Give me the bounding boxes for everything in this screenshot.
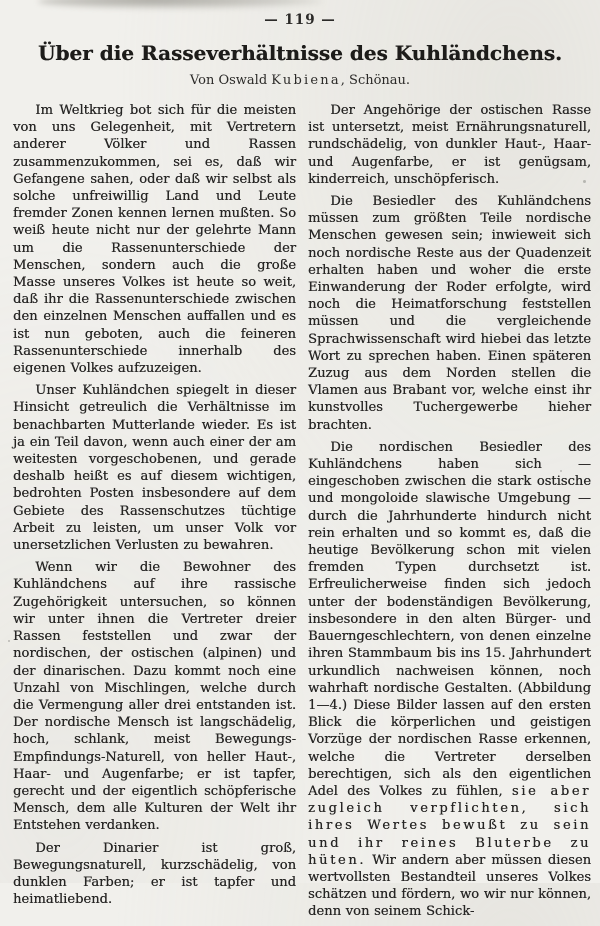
paragraph-besiedler: Die Besiedler des Kuhländchens müssen zum größten Teile nordische Menschen gewesen sein; inwieweit sich noch nordische Reste aus der Quadenzeit erhalten haben und woher die erste Einwanderung der Roder erfolgte, wird noch die Heimatforschung feststellen müssen und die vergleichende Sprachwissenschaft wird hiebei das letzte Wort zu sprechen haben. Einen späteren Zuzug aus dem Norden stellen die Vlamen aus Brabant vor, welche einst ihr kunstvolles Tuchergewerbe hieher brachten.	[308, 194, 591, 433]
right-column	[308, 102, 591, 926]
byline-suffix: , Schönau.	[340, 73, 411, 88]
page-number: — 119 —	[264, 12, 336, 28]
author-name: Kubiena	[271, 73, 341, 88]
byline	[0, 73, 600, 88]
article-title: Über die Rasseverhältnisse des Kuhländchens.	[37, 41, 562, 65]
left-column	[13, 102, 296, 926]
text-columns	[13, 102, 591, 926]
paragraph-drei-rassen: Wenn wir die Bewohner des Kuhländchens auf ihre rassische Zugehörigkeit untersuchen, so können wir unter ihnen die Vertreter dreier Rassen feststellen und zwar der nordischen, der ostischen (alpinen) und der dinarischen. Dazu kommt noch eine Unzahl von Mischlingen, welche durch die Vermengung aller drei entstanden ist. Der nordische Mensch ist langschädelig, hoch, schlank, meist Bewegungs-Empfindungs-Naturell, von heller Haut-, Haar- und Augenfarbe; er ist tapfer, gerecht und der eigentlich schöpferische Mensch, dem alle Kulturen der Welt ihr Entstehen verdanken.	[13, 560, 296, 834]
scan-artifact-smudge	[38, 0, 323, 9]
paragraph-ostische-rasse: Der Angehörige der ostischen Rasse ist untersetzt, meist Ernährungsnaturell, rundschädelig, von dunkler Haut-, Haar- und Augenfarbe, er ist genügsam, kinderreich, unschöpferisch.	[308, 103, 591, 187]
paragraph-dinarier: Der Dinarier ist groß, Bewegungsnaturell, kurzschädelig, von dunklen Farben; er ist tapfer und heimatliebend.	[13, 840, 296, 908]
paragraph-segment-emphasized: sie aber zugleich verpflichten, sich ihres Wertes bewußt zu sein und ihr reines Bluterbe zu hüten.	[308, 783, 591, 868]
paragraph-kuhlaendchen-spiegel: Unser Kuhländchen spiegelt in dieser Hinsicht getreulich die Verhältnisse im benachbarten Mutterlande wieder. Es ist ja ein Teil davon, wenn auch einer der am weitesten vorgeschobenen, und gerade deshalb heißt es auf diesem wichtigen, bedrohten Posten insbesondere auf dem Gebiete des Rassenschutzes tüchtige Arbeit zu leisten, um unser Volk vor unersetzlichen Verlusten zu bewahren.	[13, 383, 296, 554]
paragraph-segment-normal: Die nordischen Besiedler des Kuhländchens haben sich — eingeschoben zwischen die stark ostische und mongoloide slawische Umgebung — durch die Jahrhunderte hindurch nicht rein erhalten und so kommt es, daß die heutige Bevölkerung schon mit vielen fremden Typen durchsetzt ist. Erfreulicherweise finden sich jedoch unter der bodenständigen Bevölkerung, insbesondere in den alten Bürger- und Bauerngeschlechtern, von denen einzelne ihren Stammbaum bis ins 15. Jahrhundert urkundlich nachweisen können, noch wahrhaft nordische Gestalten. (Abbildung 1—4.) Diese Bilder lassen auf den ersten Blick die körperlichen und geistigen Vorzüge der nordischen Rasse erkennen, welche die Vertreter derselben berechtigen, sich als den eigentlichen Adel des Volkes zu fühlen,	[308, 439, 591, 799]
byline-prefix: Von Oswald	[189, 73, 272, 88]
paragraph-segment-normal: Wir andern aber müssen diesen wertvollsten Bestandteil unseres Volkes schätzen und fördern, wo wir nur können, denn von seinem Schick-	[308, 852, 591, 920]
paragraph-weltkrieg: Im Weltkrieg bot sich für die meisten von uns Gelegenheit, mit Vertretern anderer Völker und Rassen zusammenzukommen, sei es, daß wir Gefangene sahen, oder daß wir selbst als solche unfreiwillig Land und Leute fremder Zonen kennen lernen mußten. So weiß heute nicht nur der gelehrte Mann um die Rassenunterschiede der Menschen, sondern auch die große Masse unseres Volkes ist heute so weit, daß ihr die Rassenunterschiede zwischen den einzelnen Menschen auffallen und es ist nun geboten, auch die feineren Rassenunterschiede innerhalb des eigenen Volkes aufzuzeigen.	[13, 103, 296, 377]
scan-speck	[8, 640, 10, 642]
paragraph-nordische-besiedler	[308, 439, 591, 921]
